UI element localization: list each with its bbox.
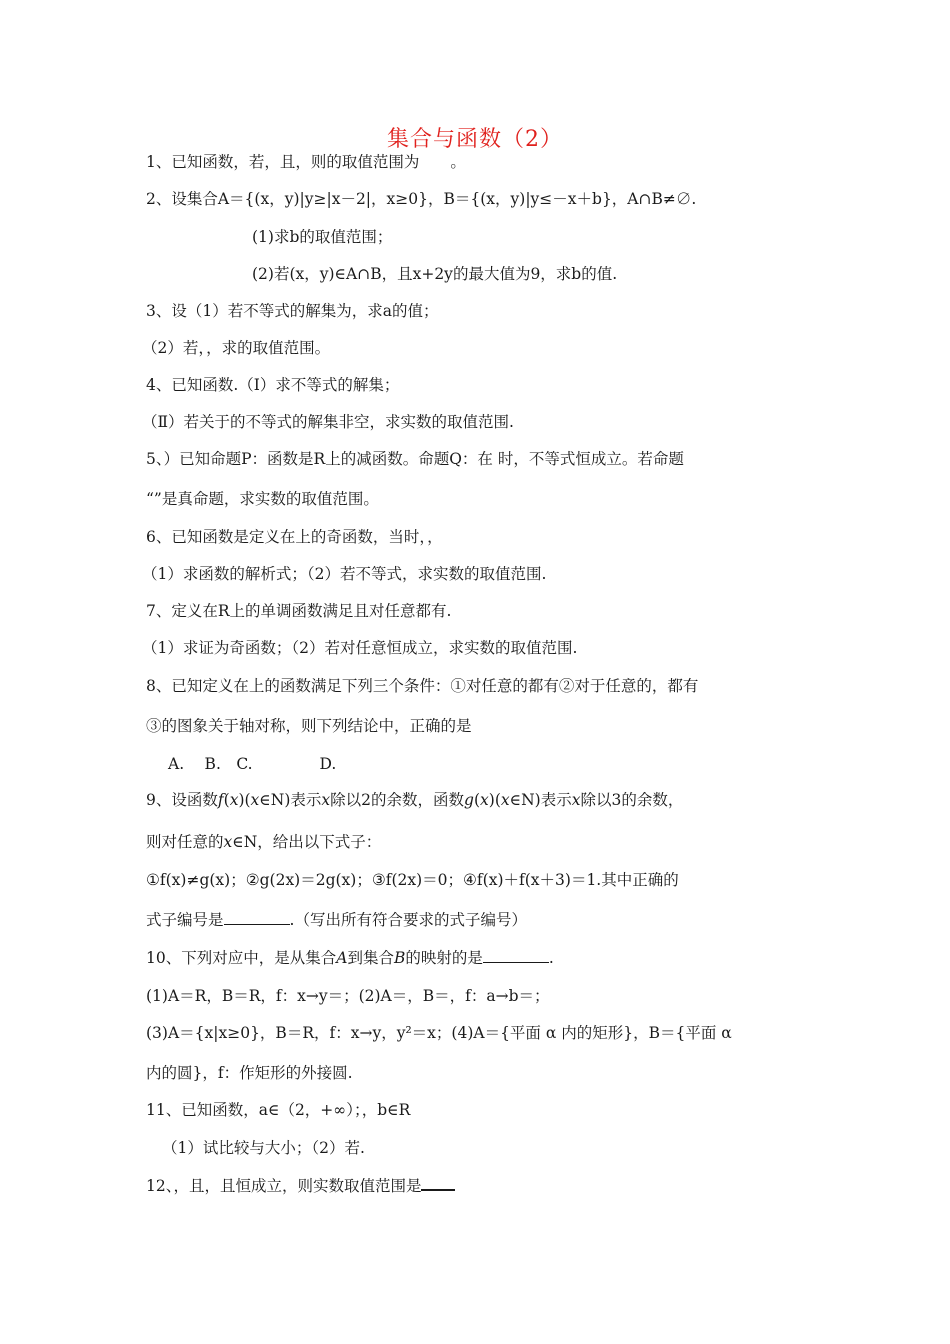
- question-6-part-2: （1）求函数的解析式；（2）若不等式，求实数的取值范围.: [142, 565, 547, 583]
- question-9-line-2: 则对任意的x∈N，给出以下式子：: [146, 833, 382, 851]
- question-12: 12、，且，且恒成立，则实数取值范围是: [146, 1175, 455, 1196]
- question-7: 7、定义在R上的单调函数满足且对任意都有.: [146, 602, 452, 620]
- question-4-part-2: （Ⅱ）若关于的不等式的解集非空，求实数的取值范围.: [142, 413, 514, 431]
- question-9-line-3: ①f(x)≠g(x)；②g(2x)＝2g(x)；③f(2x)＝0；④f(x)＋f(x＋3)＝1.其中正确的: [146, 871, 679, 889]
- answer-blank: [421, 1175, 455, 1191]
- question-10-line-3: (3)A＝{x|x≥0}，B＝R，f：x→y，y²＝x；(4)A＝{平面 α 内的矩形}，B＝{平面 α: [146, 1024, 732, 1042]
- question-8-options: A. B. C. D.: [168, 755, 337, 773]
- question-8: 8、已知定义在上的函数满足下列三个条件：①对任意的都有②对于任意的，都有: [146, 677, 699, 695]
- answer-blank: [224, 910, 290, 925]
- question-2: 2、设集合A＝{(x，y)|y≥|x－2|，x≥0}，B＝{(x，y)|y≤－x＋b}，A∩B≠∅.: [146, 190, 697, 208]
- question-4: 4、已知函数.（Ⅰ）求不等式的解集；: [146, 376, 400, 394]
- question-1: 1、已知函数，若，且，则的取值范围为 。: [146, 153, 466, 171]
- question-3: 3、设（1）若不等式的解集为，求a的值；: [146, 302, 439, 320]
- answer-blank: [483, 948, 549, 963]
- question-5-line-2: “”是真命题，求实数的取值范围。: [146, 490, 379, 508]
- question-8-line-2: ③的图象关于轴对称，则下列结论中，正确的是: [146, 717, 472, 735]
- question-11: 11、已知函数，a∈（2，+∞）；，b∈R: [146, 1101, 411, 1119]
- question-3-part-2: （2）若，，求的取值范围。: [142, 339, 331, 357]
- question-10-line-4: 内的圆}，f：作矩形的外接圆.: [146, 1064, 353, 1082]
- page-title: 集合与函数（2）: [387, 127, 563, 152]
- question-5: 5、）已知命题P：函数是R上的减函数。命题Q：在 时，不等式恒成立。若命题: [146, 450, 684, 468]
- question-10-line-2: (1)A＝R，B＝R，f：x→y＝；(2)A＝，B＝，f：a→b＝；: [146, 987, 550, 1005]
- question-9-line-4: 式子编号是 .（写出所有符合要求的式子编号）: [146, 911, 527, 929]
- question-7-part-2: （1）求证为奇函数；（2）若对任意恒成立，求实数的取值范围.: [142, 639, 578, 657]
- question-11-part-2: （1）试比较与大小；（2）若.: [162, 1139, 365, 1157]
- question-2-part-2: (2)若(x，y)∈A∩B，且x+2y的最大值为9，求b的值.: [252, 265, 618, 283]
- question-9: 9、设函数f(x)(x∈N)表示x除以2的余数，函数g(x)(x∈N)表示x除以3的余数，: [146, 791, 684, 809]
- question-6: 6、已知函数是定义在上的奇函数，当时，，: [146, 528, 443, 546]
- question-2-part-1: (1)求b的取值范围；: [252, 228, 393, 246]
- question-10: 10、下列对应中，是从集合A到集合B的映射的是 .: [146, 949, 554, 967]
